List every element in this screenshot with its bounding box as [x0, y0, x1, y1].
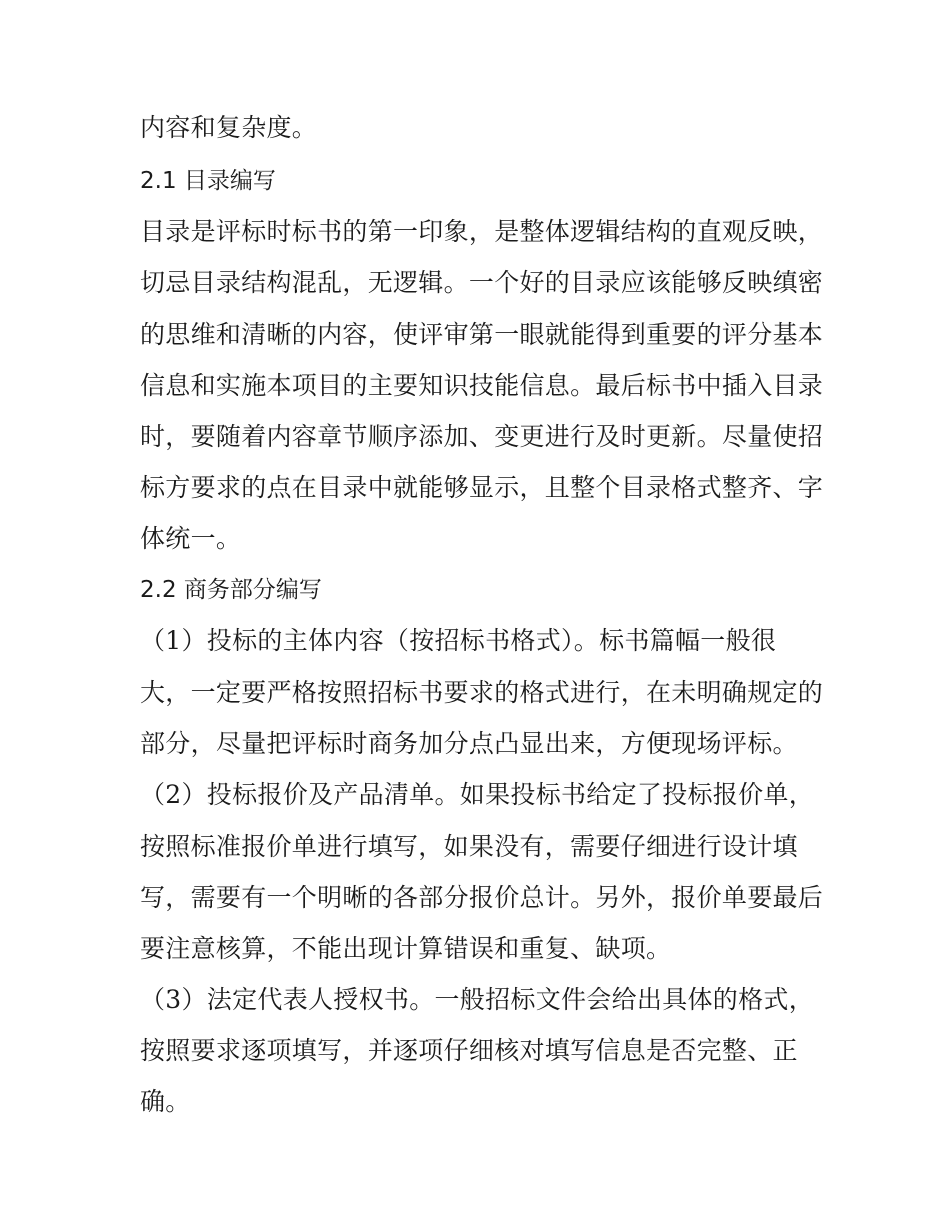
- body-text-line: 的思维和清晰的内容，使评审第一眼就能得到重要的评分基本: [140, 320, 824, 349]
- section-heading-2-1: 2.1 目录编写: [140, 168, 276, 194]
- body-text-line: 大，一定要严格按照招标书要求的格式进行，在未明确规定的: [140, 678, 824, 707]
- body-text-line: （1）投标的主体内容（按招标书格式）。标书篇幅一般很: [140, 626, 777, 655]
- body-text-line: （2）投标报价及产品清单。如果投标书给定了投标报价单，: [140, 780, 815, 809]
- body-text-line: 目录是评标时标书的第一印象，是整体逻辑结构的直观反映，: [140, 217, 824, 246]
- body-text-line: 信息和实施本项目的主要知识技能信息。最后标书中插入目录: [140, 371, 824, 400]
- body-text-line: 内容和复杂度。: [140, 113, 318, 142]
- body-text-line: 体统一。: [140, 524, 242, 553]
- body-text-line: 写，需要有一个明晰的各部分报价总计。另外，报价单要最后: [140, 883, 824, 912]
- body-text-line: 标方要求的点在目录中就能够显示，且整个目录格式整齐、字: [140, 473, 824, 502]
- body-text-line: 部分，尽量把评标时商务加分点凸显出来，方便现场评标。: [140, 729, 798, 758]
- body-text-line: 按照标准报价单进行填写，如果没有，需要仔细进行设计填: [140, 832, 798, 861]
- body-text-line: 时，要随着内容章节顺序添加、变更进行及时更新。尽量使招: [140, 422, 824, 451]
- body-text-line: （3）法定代表人授权书。一般招标文件会给出具体的格式，: [140, 985, 815, 1014]
- body-text-line: 要注意核算，不能出现计算错误和重复、缺项。: [140, 934, 672, 963]
- body-text-line: 切忌目录结构混乱，无逻辑。一个好的目录应该能够反映缜密: [140, 268, 824, 297]
- body-text-line: 按照要求逐项填写，并逐项仔细核对填写信息是否完整、正: [140, 1036, 798, 1065]
- body-text-line: 确。: [140, 1087, 191, 1116]
- section-heading-2-2: 2.2 商务部分编写: [140, 577, 322, 603]
